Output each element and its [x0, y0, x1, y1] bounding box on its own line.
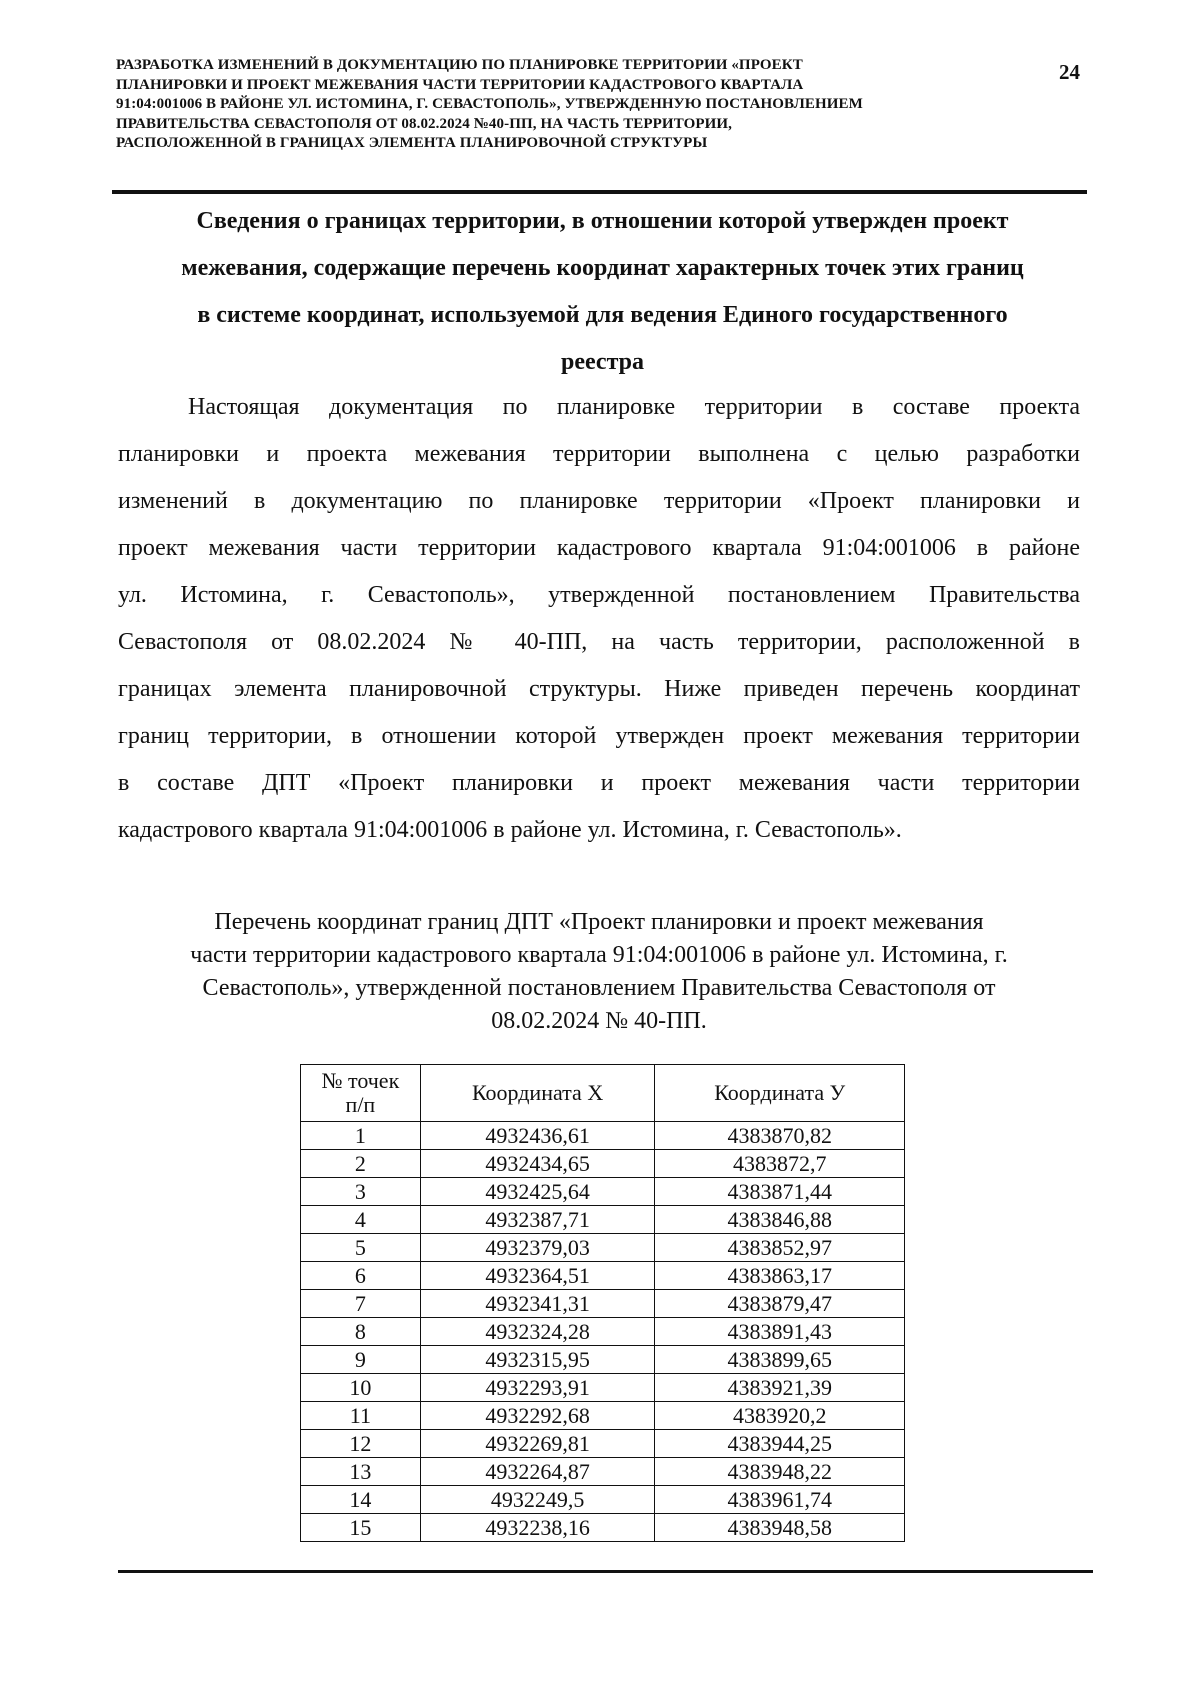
- cell-coordinate-x: 4932387,71: [420, 1206, 655, 1234]
- cell-coordinate-y: 4383863,17: [655, 1262, 905, 1290]
- cell-coordinate-y: 4383921,39: [655, 1374, 905, 1402]
- table-row: [301, 1206, 905, 1234]
- running-header: [116, 56, 1016, 154]
- cell-coordinate-y: 4383948,58: [655, 1514, 905, 1542]
- cell-coordinate-x: 4932379,03: [420, 1234, 655, 1262]
- footer-divider: [118, 1570, 1093, 1573]
- cell-point-number: 8: [301, 1318, 421, 1346]
- cell-coordinate-x: 4932238,16: [420, 1514, 655, 1542]
- header-point-line1: № точек: [321, 1068, 400, 1093]
- body-line: планировки и проекта межевания территории выполнена с целью разработки: [118, 441, 1080, 467]
- cell-coordinate-y: 4383891,43: [655, 1318, 905, 1346]
- header-line: РАСПОЛОЖЕННОЙ В ГРАНИЦАХ ЭЛЕМЕНТА ПЛАНИРОВОЧНОЙ СТРУКТУРЫ: [116, 135, 708, 151]
- body-line: изменений в документацию по планировке территории «Проект планировки и: [118, 488, 1080, 514]
- table-row: [301, 1402, 905, 1430]
- cell-coordinate-x: 4932249,5: [420, 1486, 655, 1514]
- table-row: [301, 1486, 905, 1514]
- body-line: кадастрового квартала 91:04:001006 в районе ул. Истомина, г. Севастополь».: [118, 817, 902, 843]
- table-row: [301, 1178, 905, 1206]
- cell-coordinate-y: 4383872,7: [655, 1150, 905, 1178]
- body-line: Севастополя от 08.02.2024 № 40-ПП, на часть территории, расположенной в: [118, 629, 1080, 655]
- cell-coordinate-x: 4932341,31: [420, 1290, 655, 1318]
- cell-coordinate-x: 4932315,95: [420, 1346, 655, 1374]
- header-divider: [112, 190, 1087, 194]
- caption-line: Перечень координат границ ДПТ «Проект планировки и проект межевания: [214, 909, 984, 935]
- table-row: [301, 1234, 905, 1262]
- cell-coordinate-y: 4383879,47: [655, 1290, 905, 1318]
- cell-coordinate-y: 4383948,22: [655, 1458, 905, 1486]
- caption-line: Севастополь», утвержденной постановлением Правительства Севастополя от: [202, 975, 996, 1001]
- cell-point-number: 14: [301, 1486, 421, 1514]
- cell-point-number: 2: [301, 1150, 421, 1178]
- title-line: межевания, содержащие перечень координат характерных точек этих границ: [181, 255, 1024, 281]
- cell-point-number: 5: [301, 1234, 421, 1262]
- caption-line: 08.02.2024 № 40-ПП.: [491, 1008, 707, 1034]
- cell-point-number: 11: [301, 1402, 421, 1430]
- cell-point-number: 10: [301, 1374, 421, 1402]
- header-point-line2: п/п: [345, 1092, 376, 1117]
- cell-coordinate-x: 4932434,65: [420, 1150, 655, 1178]
- body-line: границах элемента планировочной структуры. Ниже приведен перечень координат: [118, 676, 1080, 702]
- table-row: [301, 1346, 905, 1374]
- cell-point-number: 12: [301, 1430, 421, 1458]
- coordinates-table: [300, 1064, 905, 1542]
- body-line: границ территории, в отношении которой утвержден проект межевания территории: [118, 723, 1080, 749]
- cell-coordinate-x: 4932269,81: [420, 1430, 655, 1458]
- table-row: [301, 1458, 905, 1486]
- title-line: реестра: [560, 349, 645, 375]
- cell-point-number: 15: [301, 1514, 421, 1542]
- table-body: [301, 1122, 905, 1542]
- header-line: РАЗРАБОТКА ИЗМЕНЕНИЙ В ДОКУМЕНТАЦИЮ ПО ПЛАНИРОВКЕ ТЕРРИТОРИИ «ПРОЕКТ: [116, 57, 803, 73]
- cell-coordinate-y: 4383899,65: [655, 1346, 905, 1374]
- table-row: [301, 1374, 905, 1402]
- header-line: 91:04:001006 В РАЙОНЕ УЛ. ИСТОМИНА, Г. СЕВАСТОПОЛЬ», УТВЕРЖДЕННУЮ ПОСТАНОВЛЕНИЕМ: [116, 96, 863, 112]
- table-row: [301, 1290, 905, 1318]
- cell-coordinate-y: 4383846,88: [655, 1206, 905, 1234]
- cell-coordinate-x: 4932364,51: [420, 1262, 655, 1290]
- table-header-row: [301, 1065, 905, 1122]
- cell-coordinate-x: 4932264,87: [420, 1458, 655, 1486]
- cell-point-number: 13: [301, 1458, 421, 1486]
- cell-point-number: 6: [301, 1262, 421, 1290]
- header-point-number: [301, 1065, 421, 1122]
- cell-coordinate-y: 4383944,25: [655, 1430, 905, 1458]
- table-row: [301, 1262, 905, 1290]
- cell-coordinate-x: 4932436,61: [420, 1122, 655, 1150]
- body-line: в составе ДПТ «Проект планировки и проект межевания части территории: [118, 770, 1080, 796]
- cell-coordinate-x: 4932293,91: [420, 1374, 655, 1402]
- title-line: Сведения о границах территории, в отношении которой утвержден проект: [196, 208, 1009, 234]
- cell-coordinate-y: 4383961,74: [655, 1486, 905, 1514]
- section-title: [110, 198, 1095, 386]
- title-line: в системе координат, используемой для ведения Единого государственного: [197, 302, 1008, 328]
- cell-coordinate-x: 4932292,68: [420, 1402, 655, 1430]
- body-paragraph: [118, 384, 1080, 854]
- table-row: [301, 1150, 905, 1178]
- cell-coordinate-y: 4383920,2: [655, 1402, 905, 1430]
- table-row: [301, 1514, 905, 1542]
- table-caption: [118, 906, 1080, 1038]
- cell-point-number: 9: [301, 1346, 421, 1374]
- body-line: проект межевания части территории кадастрового квартала 91:04:001006 в районе: [118, 535, 1080, 561]
- cell-coordinate-y: 4383852,97: [655, 1234, 905, 1262]
- cell-point-number: 7: [301, 1290, 421, 1318]
- header-line: ПЛАНИРОВКИ И ПРОЕКТ МЕЖЕВАНИЯ ЧАСТИ ТЕРРИТОРИИ КАДАСТРОВОГО КВАРТАЛА: [116, 76, 804, 93]
- caption-line: части территории кадастрового квартала 91:04:001006 в районе ул. Истомина, г.: [190, 942, 1008, 968]
- cell-point-number: 4: [301, 1206, 421, 1234]
- cell-coordinate-x: 4932425,64: [420, 1178, 655, 1206]
- cell-coordinate-y: 4383871,44: [655, 1178, 905, 1206]
- cell-coordinate-y: 4383870,82: [655, 1122, 905, 1150]
- table-row: [301, 1122, 905, 1150]
- cell-point-number: 1: [301, 1122, 421, 1150]
- body-line: Настоящая документация по планировке территории в составе проекта: [188, 394, 1080, 420]
- page-number: 24: [1059, 60, 1080, 84]
- cell-coordinate-x: 4932324,28: [420, 1318, 655, 1346]
- table-row: [301, 1430, 905, 1458]
- header-line: ПРАВИТЕЛЬСТВА СЕВАСТОПОЛЯ ОТ 08.02.2024 №40-ПП, НА ЧАСТЬ ТЕРРИТОРИИ,: [116, 115, 733, 132]
- header-coordinate-y: Координата У: [655, 1065, 905, 1122]
- body-line: ул. Истомина, г. Севастополь», утвержденной постановлением Правительства: [118, 582, 1080, 608]
- cell-point-number: 3: [301, 1178, 421, 1206]
- table-row: [301, 1318, 905, 1346]
- header-coordinate-x: Координата X: [420, 1065, 655, 1122]
